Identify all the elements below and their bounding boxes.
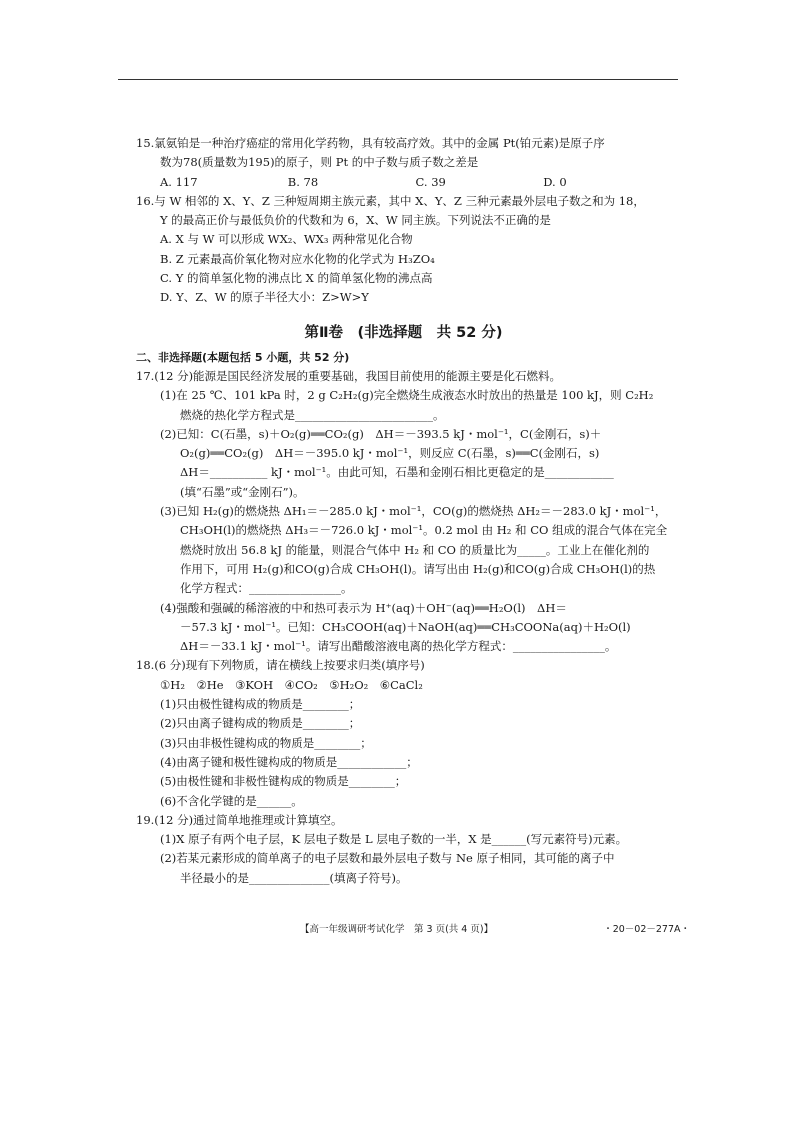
- q16-option-d: D. Y、Z、W 的原子半径大小：Z>W>Y: [160, 290, 369, 305]
- q15-option-a: A. 117: [160, 174, 198, 189]
- q16-option-c: C. Y 的简单氢化物的沸点比 X 的简单氢化物的沸点高: [160, 271, 433, 286]
- q15-option-c: C. 39: [415, 174, 446, 189]
- q17-part2-line-3: ΔH＝__________ kJ・mol⁻¹。由此可知，石墨和金刚石相比更稳定的是____________: [180, 465, 614, 480]
- q15-stem-line-1: 15.氯氨铂是一种治疗癌症的常用化学药物，具有较高疗效。其中的金属 Pt(铂元素)是原子序: [136, 136, 605, 150]
- q17-part4-line-2: －57.3 kJ・mol⁻¹。已知：CH₃COOH(aq)＋NaOH(aq)══CH₃COONa(aq)＋H₂O(l): [180, 619, 631, 634]
- q17-part2-line-2: O₂(g)══CO₂(g) ΔH＝－395.0 kJ・mol⁻¹，则反应 C(石墨，s)══C(金刚石，s): [180, 446, 600, 461]
- q18-sub-2: (2)只由离子键构成的物质是________；: [160, 716, 361, 731]
- q17-part1-line-1: (1)在 25 ℃、101 kPa 时，2 g C₂H₂(g)完全燃烧生成液态水时放出的热量是 100 kJ，则 C₂H₂: [160, 388, 654, 403]
- q19-sub-1: (1)X 原子有两个电子层，K 层电子数是 L 层电子数的一半，X 是______(写元素符号)元素。: [160, 832, 628, 847]
- q19-sub-2-line-2: 半径最小的是______________(填离子符号)。: [180, 870, 408, 885]
- q16-stem-line-1: 16.与 W 相邻的 X、Y、Z 三种短周期主族元素，其中 X、Y、Z 三种元素最外层电子数之和为 18，: [136, 193, 645, 208]
- q17-part4-line-3: ΔH＝－33.1 kJ・mol⁻¹。请写出醋酸溶液电离的热化学方程式：________________。: [180, 639, 617, 654]
- q19-sub-2-line-1: (2)若某元素形成的简单离子的电子层数和最外层电子数与 Ne 原子相同，其可能的离子中: [160, 851, 615, 866]
- q15-option-d: D. 0: [543, 174, 567, 189]
- q19-stem: 19.(12 分)通过简单地推理或计算填空。: [136, 812, 343, 827]
- q17-part4-line-1: (4)强酸和强碱的稀溶液的中和热可表示为 H⁺(aq)＋OH⁻(aq)══H₂O(l) ΔH＝: [160, 600, 567, 615]
- q17-part3-line-5: 化学方程式：________________。: [180, 581, 353, 596]
- footer-page-info: 【高一年级调研考试化学 第 3 页(共 4 页)】: [300, 924, 494, 935]
- footer-code: ・20－02－277A・: [603, 924, 690, 935]
- page-content: [136, 134, 671, 888]
- q16-option-b: B. Z 元素最高价氧化物对应水化物的化学式为 H₃ZO₄: [160, 251, 435, 266]
- q15-options: [136, 173, 671, 192]
- q17-stem: 17.(12 分)能源是国民经济发展的重要基础，我国目前使用的能源主要是化石燃料。: [136, 368, 562, 383]
- header-rule: [118, 79, 678, 80]
- q15-stem-line-2: 数为78(质量数为195)的原子，则 Pt 的中子数与质子数之差是: [160, 155, 479, 170]
- q15-option-b: B. 78: [287, 174, 319, 189]
- q17-part3-line-3: 燃烧时放出 56.8 kJ 的能量，则混合气体中 H₂ 和 CO 的质量比为_____。工业上在催化剂的: [180, 542, 650, 557]
- q18-sub-4: (4)由离子键和极性键构成的物质是____________；: [160, 754, 418, 769]
- q16-stem-line-2: Y 的最高正价与最低负价的代数和为 6，X、W 同主族。下列说法不正确的是: [160, 213, 551, 228]
- q17-part1-line-2: 燃烧的热化学方程式是________________________。: [180, 407, 445, 422]
- q16-option-a: A. X 与 W 可以形成 WX₂、WX₃ 两种常见化合物: [160, 232, 413, 247]
- q17-part2-line-1: (2)已知：C(石墨，s)＋O₂(g)══CO₂(g) ΔH＝－393.5 kJ・mol⁻¹，C(金刚石，s)＋: [160, 426, 602, 441]
- q17-part3-line-4: 作用下，可用 H₂(g)和CO(g)合成 CH₃OH(l)。请写出由 H₂(g)和CO(g)合成 CH₃OH(l)的热: [180, 561, 656, 576]
- q18-sub-6: (6)不含化学键的是______。: [160, 793, 303, 808]
- q17-part2-line-4: (填“石墨”或“金刚石”)。: [180, 484, 305, 499]
- q17-part3-line-2: CH₃OH(l)的燃烧热 ΔH₃＝－726.0 kJ・mol⁻¹。0.2 mol 由 H₂ 和 CO 组成的混合气体在完全: [180, 523, 668, 538]
- part2-heading: 二、非选择题(本题包括 5 小题，共 52 分): [136, 350, 350, 364]
- q17-part3-line-1: (3)已知 H₂(g)的燃烧热 ΔH₁＝－285.0 kJ・mol⁻¹，CO(g)的燃烧热 ΔH₂＝－283.0 kJ・mol⁻¹，: [160, 504, 667, 519]
- q18-substances: ①H₂ ②He ③KOH ④CO₂ ⑤H₂O₂ ⑥CaCl₂: [160, 677, 423, 692]
- q18-sub-1: (1)只由极性键构成的物质是________；: [160, 697, 361, 712]
- q18-sub-5: (5)由极性键和非极性键构成的物质是________；: [160, 774, 407, 789]
- q18-stem: 18.(6 分)现有下列物质，请在横线上按要求归类(填序号): [136, 658, 425, 673]
- section-title: 第Ⅱ卷 (非选择题 共 52 分): [304, 324, 503, 341]
- q18-sub-3: (3)只由非极性键构成的物质是________；: [160, 735, 372, 750]
